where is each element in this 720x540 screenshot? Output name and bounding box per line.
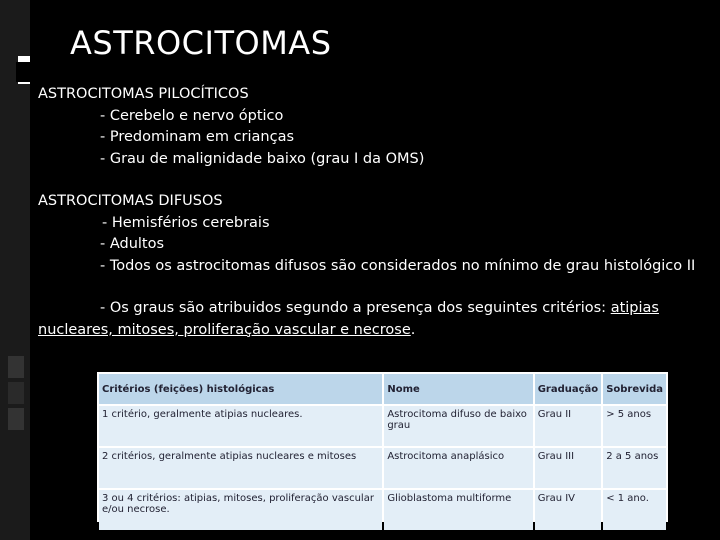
table-cell: Grau II xyxy=(535,406,601,446)
bullet-item: - Hemisférios cerebrais xyxy=(102,214,270,231)
table-cell: Grau IV xyxy=(535,490,601,530)
bullet-item: - Adultos xyxy=(100,236,165,252)
table-header: Nome xyxy=(384,374,532,404)
decorative-bar xyxy=(8,382,24,404)
bullet-item: - Cerebelo e nervo óptico xyxy=(100,107,284,124)
table-cell: 2 a 5 anos xyxy=(603,448,666,488)
table-header: Critérios (feições) histológicas xyxy=(99,374,382,404)
table-cell: Astrocitoma difuso de baixo grau xyxy=(384,406,532,446)
table-header: Sobrevida xyxy=(603,374,666,404)
decorative-block xyxy=(16,62,32,82)
slide-title: ASTROCITOMAS xyxy=(70,24,332,62)
table-cell: > 5 anos xyxy=(603,406,666,446)
note-end: . xyxy=(410,321,416,338)
bullet-item: - Todos os astrocitomas difusos são considerados no mínimo de grau histológico II xyxy=(100,257,696,274)
table-cell: Glioblastoma multiforme xyxy=(384,490,532,530)
table-row xyxy=(99,406,666,446)
table-header: Graduação xyxy=(535,374,601,404)
table-cell: 2 critérios, geralmente atipias nucleares e mitoses xyxy=(99,448,382,488)
section-heading: ASTROCITOMAS PILOCÍTICOS xyxy=(38,86,249,102)
table-cell: Grau III xyxy=(535,448,601,488)
note-text: - Os graus são atribuidos segundo a presença dos seguintes critérios: xyxy=(100,300,611,316)
table-row xyxy=(99,490,666,530)
slide-body xyxy=(38,84,718,341)
table-row xyxy=(99,448,666,488)
note-underlined: nucleares, mitoses, proliferação vascular e necrose xyxy=(38,321,411,338)
table-cell: < 1 ano. xyxy=(603,490,666,530)
section-heading: ASTROCITOMAS DIFUSOS xyxy=(38,193,223,209)
table-cell: 3 ou 4 critérios: atipias, mitoses, proliferação vascular e/ou necrose. xyxy=(99,490,382,530)
note-underlined: atipias xyxy=(610,300,659,316)
decorative-bar xyxy=(8,356,24,378)
grading-table xyxy=(97,372,668,522)
bullet-item: - Grau de malignidade baixo (grau I da OMS) xyxy=(100,150,425,167)
table-cell: 1 critério, geralmente atipias nucleares. xyxy=(99,406,382,446)
criteria-note xyxy=(38,298,718,341)
bullet-item: - Predominam em crianças xyxy=(100,129,295,145)
table-cell: Astrocitoma anaplásico xyxy=(384,448,532,488)
decorative-bar xyxy=(8,408,24,430)
